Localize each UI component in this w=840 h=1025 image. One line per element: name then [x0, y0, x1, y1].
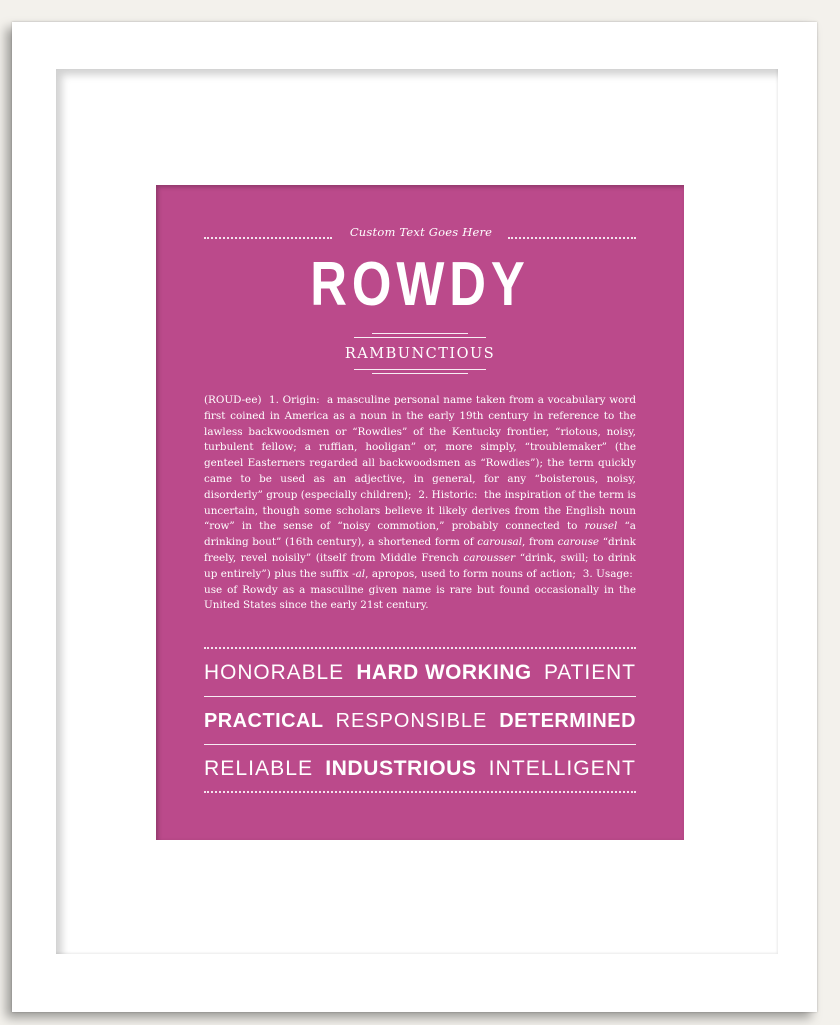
trait-reliable: RELIABLE: [204, 757, 314, 780]
custom-text: Custom Text Goes Here: [349, 225, 493, 239]
trait-industrious: INDUSTRIOUS: [325, 757, 477, 780]
rule-above-meaning-1: [372, 333, 468, 334]
rule-below-meaning-1: [354, 369, 486, 370]
trait-intelligent: INTELLIGENT: [488, 757, 636, 780]
rule-below-meaning-2: [372, 373, 468, 374]
trait-practical: PRACTICAL: [204, 710, 324, 732]
dotted-divider-left: [204, 237, 332, 239]
trait-row-separator: [204, 744, 636, 745]
trait-row-separator: [204, 696, 636, 697]
trait-hard-working: HARD WORKING: [356, 661, 532, 684]
trait-row: [204, 704, 636, 738]
trait-responsible: RESPONSIBLE: [335, 710, 488, 732]
name-title: ROWDY: [310, 250, 530, 319]
dotted-divider-right: [508, 237, 636, 239]
trait-patient: PATIENT: [543, 661, 636, 684]
trait-row: [204, 752, 636, 786]
name-definition: (ROUD-ee) 1. Origin: a masculine personal name taken from a vocabulary word first coined in America as a noun in the early 19th century in reference to the lawless backwoodsmen or “Rowdies” of the Kentucky frontier, “riotous, noisy, turbulent fellow; a ruffian, hooligan” or, more simply, “troublemaker” (the genteel Easterners regarded all backwoodsmen as “Rowdies”); the term quickly came to be used as an adjective, in general, for any “boisterous, noisy, disorderly” group (especially children); 2. Historic: the inspiration of the term is uncertain, though some scholars believe it likely derives from the English noun “row” in the sense of “noisy commotion,” probably connected to rousel “a drinking bout” (16th century), a shortened form of carousal, from carouse “drink freely, revel noisily” (itself from Middle French carousser “drink, swill; to drink up entirely”) plus the suffix -al, apropos, used to form nouns of action; 3. Usage: use of Rowdy as a masculine given name is rare but found occasionally in the United States since the early 21st century.: [204, 394, 636, 612]
name-art-print: [156, 185, 684, 840]
name-meaning: RAMBUNCTIOUS: [344, 346, 496, 362]
rule-above-meaning-2: [354, 337, 486, 338]
trait-determined: DETERMINED: [499, 710, 636, 732]
trait-row: [204, 656, 636, 690]
dotted-divider-traits-bottom: [204, 791, 636, 793]
dotted-divider-traits-top: [204, 647, 636, 649]
trait-honorable: HONORABLE: [204, 661, 345, 684]
